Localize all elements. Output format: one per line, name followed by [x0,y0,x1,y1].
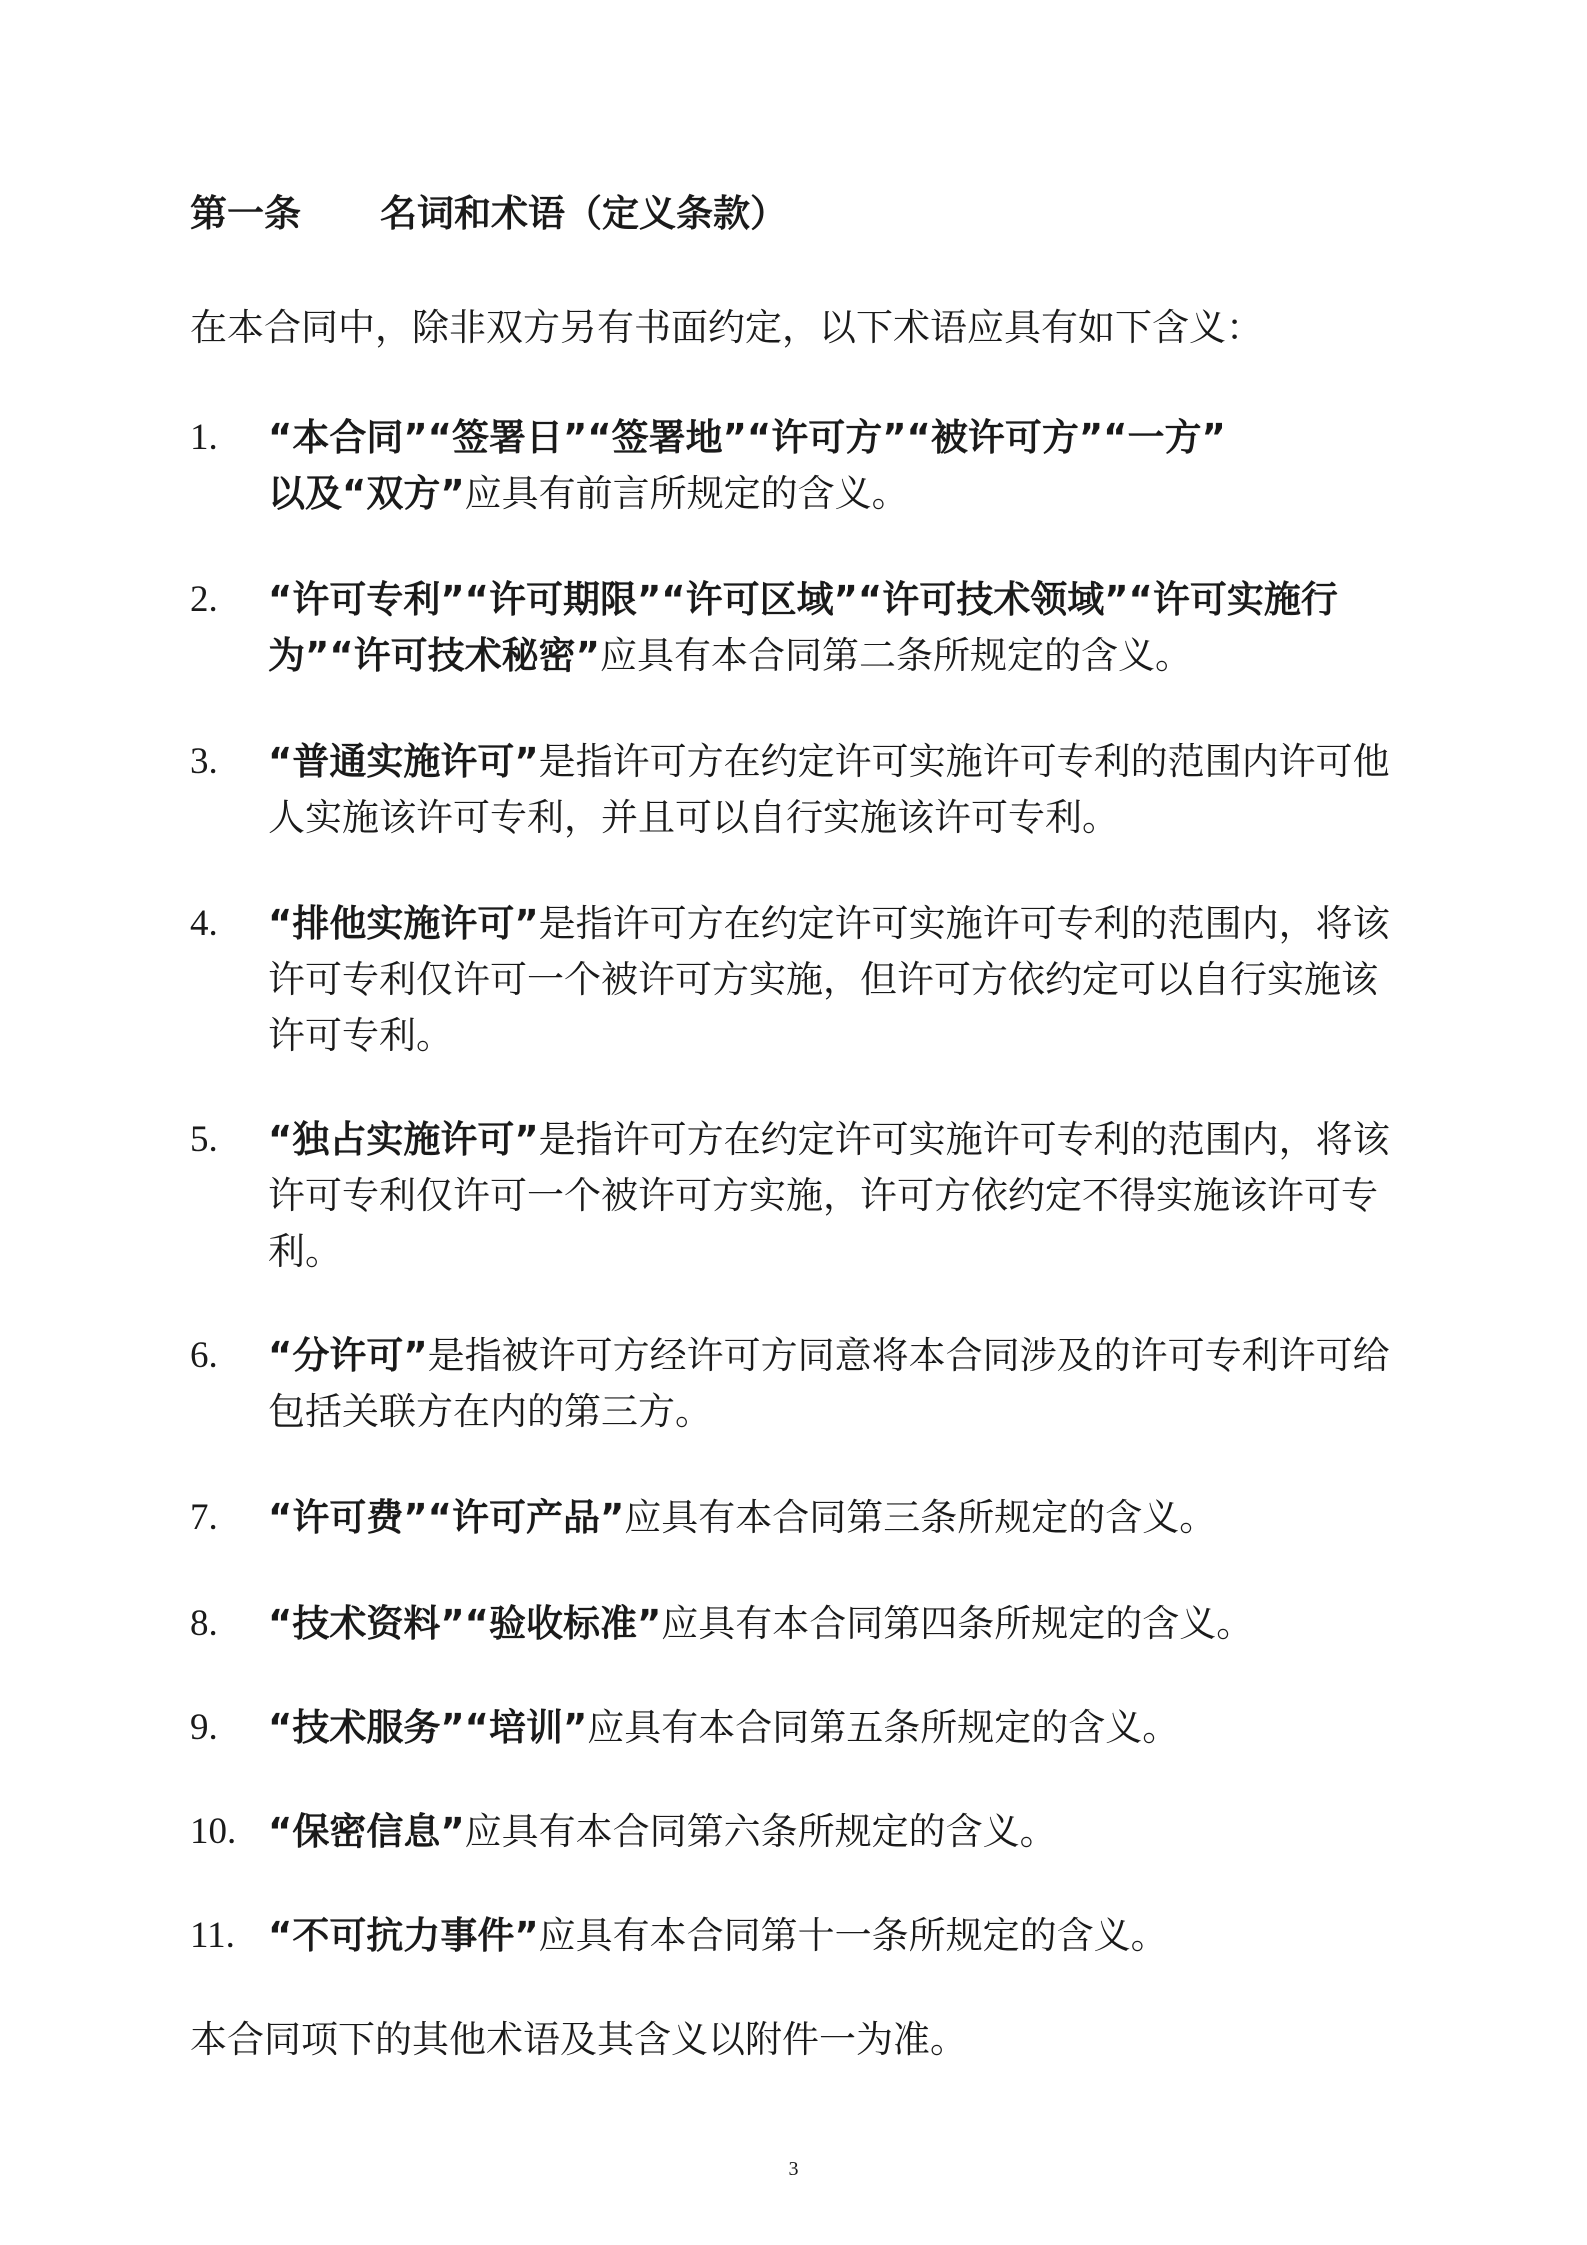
item-term: “技术资料”“验收标准” [268,1602,662,1645]
item-number: 3. [190,741,218,782]
item-number: 5. [190,1119,218,1160]
definition-item [190,896,1410,1064]
item-term: “排他实施许可” [268,902,539,945]
item-text: 是指被许可方经许可方同意将本合同涉及的许可专利许可给包括关联方在内的第三方。 [268,1334,1390,1433]
definition-item [190,410,1410,522]
definition-item [190,1908,1410,1964]
item-number: 7. [190,1497,218,1538]
item-term: “保密信息” [268,1810,465,1853]
item-text: 应具有本合同第六条所规定的含义。 [464,1810,1057,1853]
item-term: “普通实施许可” [268,740,539,783]
item-number: 10. [190,1811,237,1852]
intro-paragraph: 在本合同中，除非双方另有书面约定，以下术语应具有如下含义： [190,306,1263,349]
page-number: 3 [788,2158,799,2180]
item-text: 是指许可方在约定许可实施许可专利的范围内许可他人实施该许可专利，并且可以自行实施该许可专利。 [268,740,1390,839]
article-title: 名词和术语（定义条款） [380,192,787,235]
item-term: “不可抗力事件” [268,1914,539,1957]
item-number: 11. [190,1915,235,1956]
definition-item [190,1804,1410,1860]
article-number: 第一条 [190,192,301,235]
item-number: 4. [190,903,218,944]
item-term-continued: 以及“双方” [268,472,465,515]
item-text: 应具有本合同第三条所规定的含义。 [624,1496,1217,1539]
definition-item [190,1490,1410,1546]
definition-item [190,734,1410,846]
definition-item [190,572,1410,684]
closing-paragraph: 本合同项下的其他术语及其含义以附件一为准。 [190,2018,967,2061]
item-term: “本合同”“签署日”“签署地”“许可方”“被许可方”“一方” [268,416,1226,459]
article-heading [190,186,787,242]
item-text: 应具有本合同第十一条所规定的含义。 [538,1914,1168,1957]
item-text: 是指许可方在约定许可实施许可专利的范围内，将该许可专利仅许可一个被许可方实施，但许可方依约定可以自行实施该许可专利。 [268,902,1390,1057]
item-text: 应具有本合同第二条所规定的含义。 [599,634,1192,677]
item-term: “许可费”“许可产品” [268,1496,625,1539]
definition-item [190,1328,1410,1440]
item-text: 应具有前言所规定的含义。 [464,472,909,515]
item-term: “许可专利”“许可期限”“许可区域”“许可技术领域”“许可实施行为”“许可技术秘密” [268,578,1338,677]
definition-item [190,1596,1410,1652]
item-number: 2. [190,579,218,620]
item-text: 应具有本合同第五条所规定的含义。 [587,1706,1180,1749]
item-text: 应具有本合同第四条所规定的含义。 [661,1602,1254,1645]
item-number: 8. [190,1603,218,1644]
item-term: “技术服务”“培训” [268,1706,588,1749]
item-text: 是指许可方在约定许可实施许可专利的范围内，将该许可专利仅许可一个被许可方实施，许可方依约定不得实施该许可专利。 [268,1118,1390,1273]
item-number: 6. [190,1335,218,1376]
definition-item [190,1700,1410,1756]
definition-item [190,1112,1410,1280]
item-number: 9. [190,1707,218,1748]
item-number: 1. [190,417,218,458]
item-term: “独占实施许可” [268,1118,539,1161]
item-term: “分许可” [268,1334,428,1377]
